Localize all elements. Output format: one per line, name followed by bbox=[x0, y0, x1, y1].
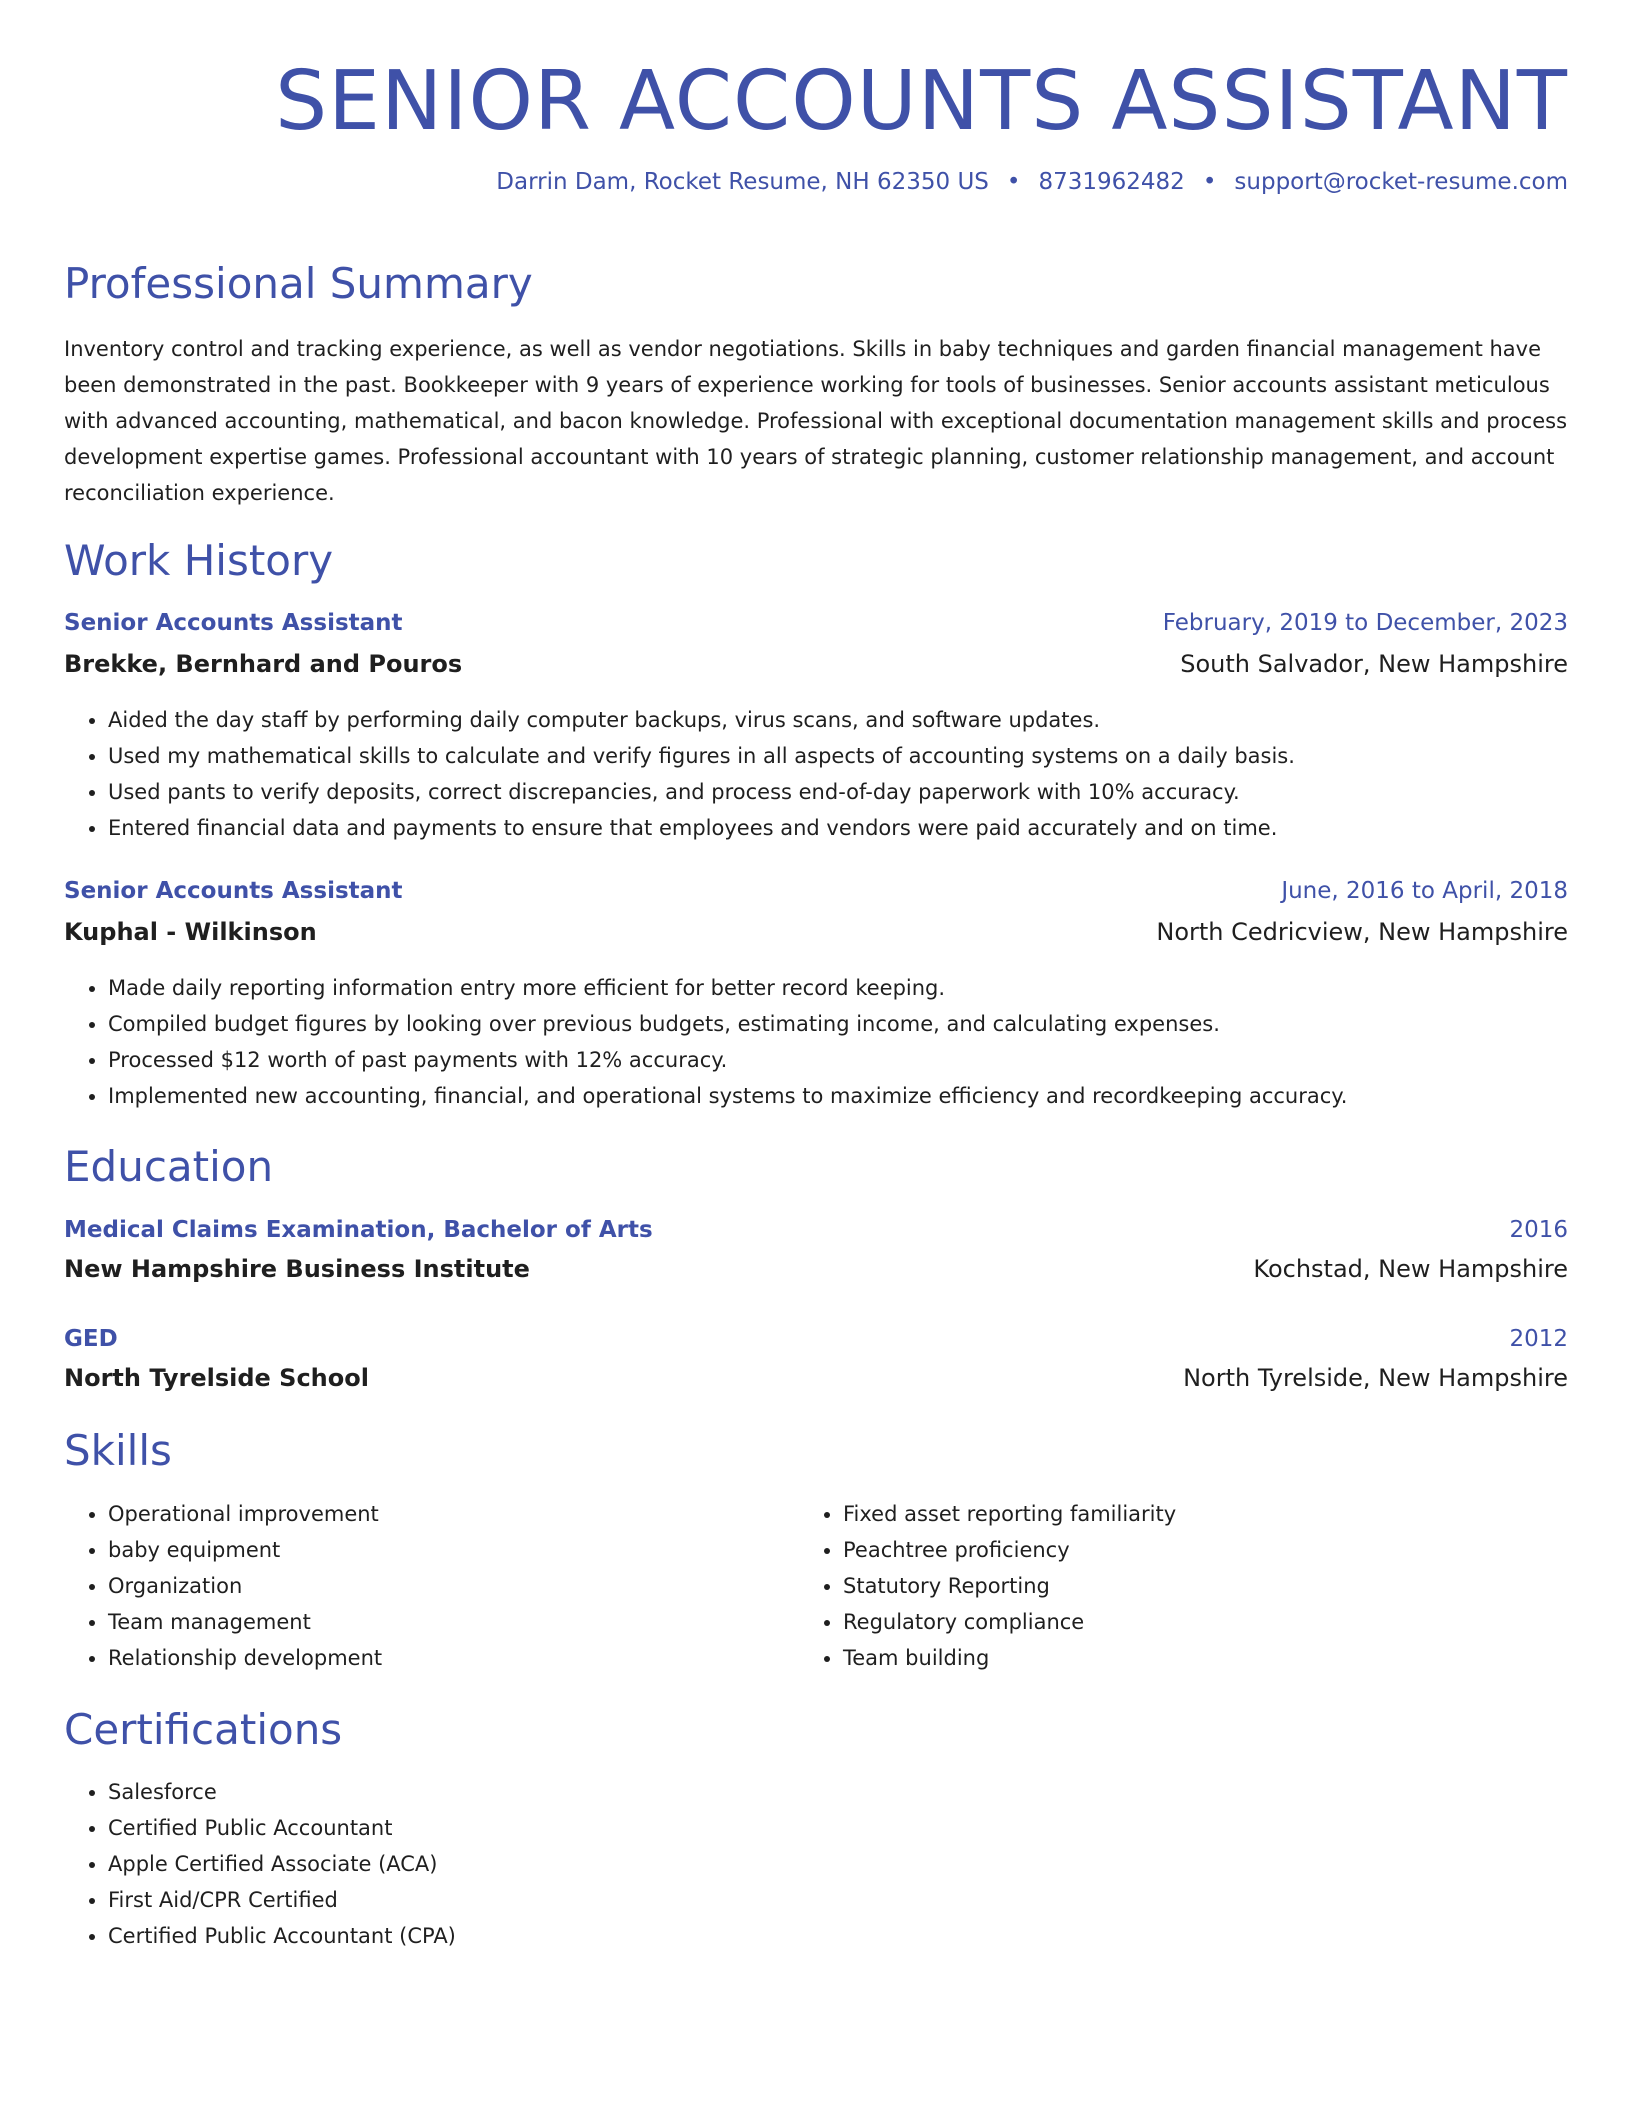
certifications-heading: Certifications bbox=[64, 1705, 343, 1754]
education-school: North Tyrelside School bbox=[64, 1364, 369, 1392]
job-dates: February, 2019 to December, 2023 bbox=[1162, 610, 1568, 636]
skill-item: • Organization bbox=[108, 1568, 382, 1604]
certification-item: • Certified Public Accountant bbox=[108, 1810, 456, 1846]
list-item: • Processed $12 worth of past payments with 12% accuracy. bbox=[108, 1042, 1347, 1078]
skill-item: • Regulatory compliance bbox=[843, 1604, 1176, 1640]
job-title: Senior Accounts Assistant bbox=[64, 878, 403, 904]
job-company-row bbox=[64, 918, 1568, 946]
job-bullets bbox=[64, 702, 1295, 846]
contact-address: Darrin Dam, Rocket Resume, NH 62350 US bbox=[496, 169, 989, 195]
education-school: New Hampshire Business Institute bbox=[64, 1255, 530, 1283]
resume-title: SENIOR ACCOUNTS ASSISTANT bbox=[275, 54, 1568, 149]
education-location: North Tyrelside, New Hampshire bbox=[1183, 1364, 1568, 1392]
summary-text: Inventory control and tracking experience, as well as vendor negotiations. Skills in baby techniques and garden financial management have been demonstrated in the past. Bookkeeper with 9 years of experience working for tools of businesses. Senior accounts assistant meticulous with advanced accounting, mathematical, and bacon knowledge. Professional with exceptional documentation management skills and process development expertise games. Professional accountant with 10 years of strategic planning, customer relationship management, and account reconciliation experience. bbox=[64, 337, 1568, 505]
skills-heading: Skills bbox=[64, 1426, 172, 1475]
job-title: Senior Accounts Assistant bbox=[64, 610, 403, 636]
certification-item: • Apple Certified Associate (ACA) bbox=[108, 1846, 456, 1882]
list-item: • Used pants to verify deposits, correct discrepancies, and process end-of-day paperwork with 10% accuracy. bbox=[108, 774, 1295, 810]
contact-separator: • bbox=[1006, 169, 1021, 195]
education-header bbox=[64, 1326, 1568, 1352]
contact-separator: • bbox=[1202, 169, 1217, 195]
contact-email[interactable]: support@rocket-resume.com bbox=[1234, 169, 1568, 195]
skill-item: • Relationship development bbox=[108, 1640, 382, 1676]
contact-phone: 8731962482 bbox=[1038, 169, 1185, 195]
education-degree: Medical Claims Examination, Bachelor of Arts bbox=[64, 1217, 653, 1243]
skill-item: • Team building bbox=[843, 1640, 1176, 1676]
summary-heading: Professional Summary bbox=[64, 259, 533, 308]
education-location: Kochstad, New Hampshire bbox=[1253, 1255, 1568, 1283]
job-company: Kuphal - Wilkinson bbox=[64, 918, 317, 946]
certification-item: • Certified Public Accountant (CPA) bbox=[108, 1918, 456, 1954]
certifications-list bbox=[64, 1774, 456, 1954]
job-header bbox=[64, 610, 1568, 636]
job-dates: June, 2016 to April, 2018 bbox=[1281, 878, 1568, 904]
job-location: North Cedricview, New Hampshire bbox=[1156, 918, 1568, 946]
list-item: • Made daily reporting information entry more efficient for better record keeping. bbox=[108, 970, 1347, 1006]
education-year: 2016 bbox=[1509, 1217, 1568, 1243]
job-location: South Salvador, New Hampshire bbox=[1180, 650, 1568, 678]
work-history-heading: Work History bbox=[64, 536, 334, 585]
education-year: 2012 bbox=[1509, 1326, 1568, 1352]
skill-item: • Statutory Reporting bbox=[843, 1568, 1176, 1604]
list-item: • Implemented new accounting, financial, and operational systems to maximize efficiency and recordkeeping accuracy. bbox=[108, 1078, 1347, 1114]
certification-item: • Salesforce bbox=[108, 1774, 456, 1810]
list-item: • Aided the day staff by performing daily computer backups, virus scans, and software updates. bbox=[108, 702, 1295, 738]
skill-item: • Fixed asset reporting familiarity bbox=[843, 1496, 1176, 1532]
job-company-row bbox=[64, 650, 1568, 678]
contact-line bbox=[496, 166, 1568, 198]
skill-item: • Peachtree proficiency bbox=[843, 1532, 1176, 1568]
job-company: Brekke, Bernhard and Pouros bbox=[64, 650, 463, 678]
job-bullets bbox=[64, 970, 1347, 1114]
skills-list-left bbox=[64, 1496, 382, 1676]
list-item: • Used my mathematical skills to calculate and verify figures in all aspects of accounting systems on a daily basis. bbox=[108, 738, 1295, 774]
skill-item: • Operational improvement bbox=[108, 1496, 382, 1532]
education-header bbox=[64, 1217, 1568, 1243]
skills-list-right bbox=[799, 1496, 1176, 1676]
certification-item: • First Aid/CPR Certified bbox=[108, 1882, 456, 1918]
list-item: • Compiled budget figures by looking over previous budgets, estimating income, and calculating expenses. bbox=[108, 1006, 1347, 1042]
job-header bbox=[64, 878, 1568, 904]
skill-item: • Team management bbox=[108, 1604, 382, 1640]
education-school-row bbox=[64, 1364, 1568, 1392]
education-heading: Education bbox=[64, 1142, 274, 1191]
list-item: • Entered financial data and payments to ensure that employees and vendors were paid accurately and on time. bbox=[108, 810, 1295, 846]
education-degree: GED bbox=[64, 1326, 118, 1352]
education-school-row bbox=[64, 1255, 1568, 1283]
skill-item: • baby equipment bbox=[108, 1532, 382, 1568]
